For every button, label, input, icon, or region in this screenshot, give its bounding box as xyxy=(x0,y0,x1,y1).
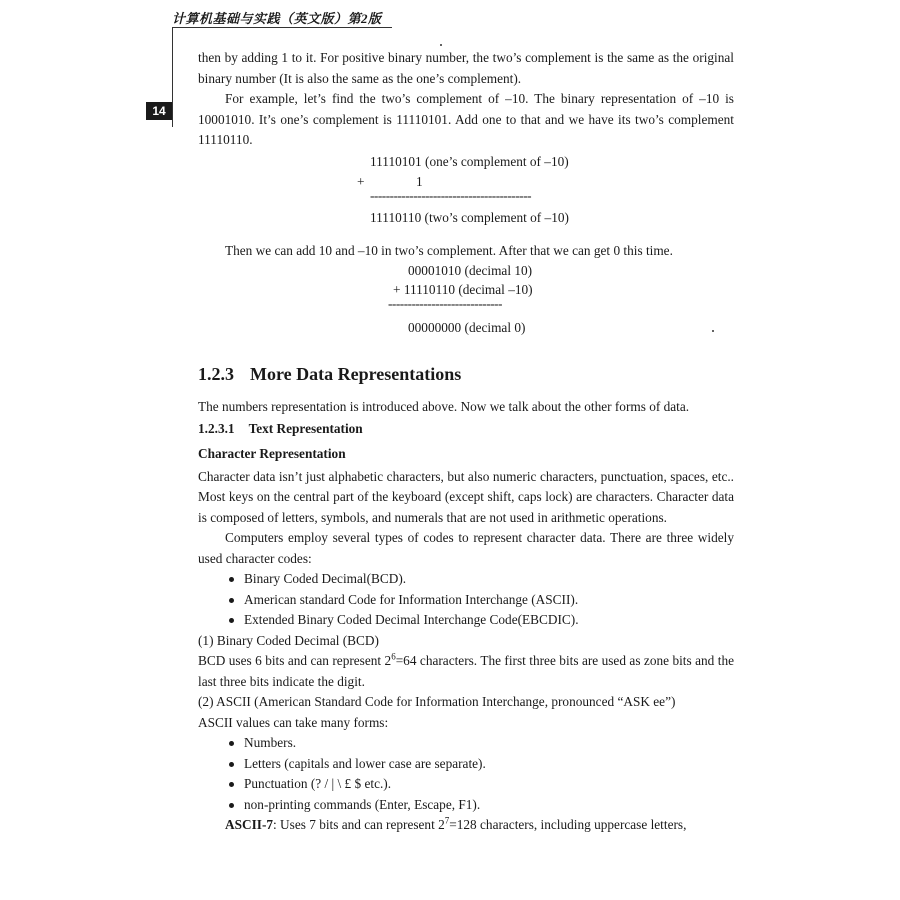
bcd-text-pre: BCD uses 6 bits and can represent 2 xyxy=(198,653,392,668)
bcd-heading: (1) Binary Coded Decimal (BCD) xyxy=(198,632,379,648)
section-heading xyxy=(198,363,734,385)
bcd-paragraph xyxy=(198,651,734,692)
section-number: 1.2.3 xyxy=(198,364,234,384)
ascii7-text-post: =128 characters, including uppercase letters, xyxy=(449,817,687,832)
complement-calculation xyxy=(198,152,734,236)
calc-line-ones: 11110101 (one’s complement of –10) xyxy=(370,153,569,169)
ascii7-label: ASCII-7 xyxy=(225,817,274,832)
calc-rule: ----------------------------------------- xyxy=(370,187,532,203)
list-item: Binary Coded Decimal(BCD). xyxy=(198,569,734,590)
calc-result: 11110110 (two’s complement of –10) xyxy=(370,209,569,225)
ascii-intro: ASCII values can take many forms: xyxy=(198,714,389,730)
subsection-number: 1.2.3.1 xyxy=(198,420,235,436)
character-paragraph-2: Computers employ several types of codes to represent character data. There are three widely used character codes: xyxy=(198,530,734,566)
ascii7-text-pre: : Uses 7 bits and can represent 2 xyxy=(273,817,445,832)
calc2-rule: ----------------------------- xyxy=(388,296,502,311)
subsection-heading xyxy=(198,418,734,439)
calc-one: 1 xyxy=(416,173,423,189)
section-intro: The numbers representation is introduced above. Now we talk about the other forms of data. xyxy=(198,399,690,414)
bcd-text-post: =64 characters. The first three bits are used as zone bits and the last three bits indicate the digit. xyxy=(198,653,734,689)
character-heading: Character Representation xyxy=(198,445,346,461)
list-item: Extended Binary Coded Decimal Interchange Code(EBCDIC). xyxy=(198,610,734,631)
ascii-heading: (2) ASCII (American Standard Code for Information Interchange, pronounced “ASK ee”) xyxy=(198,694,676,709)
list-item: Letters (capitals and lower case are separate). xyxy=(198,754,734,775)
page-number: 14 xyxy=(146,102,172,120)
ascii7-exponent: 7 xyxy=(444,815,450,826)
list-item: non-printing commands (Enter, Escape, F1). xyxy=(198,795,734,816)
list-item: Numbers. xyxy=(198,733,734,754)
header-rule xyxy=(172,27,392,28)
example-paragraph: For example, let’s find the two’s complement of –10. The binary representation of –10 is 10001010. It’s one’s complement is 11110101. Add one to that and we have its two’s complement 11110110. xyxy=(198,91,734,147)
side-rule xyxy=(172,27,173,127)
running-title: 计算机基础与实践（英文版）第2版 xyxy=(172,11,382,26)
bcd-exponent: 6 xyxy=(391,651,396,662)
calc2-line-minus10: + 11110110 (decimal –10) xyxy=(393,282,533,297)
character-paragraph-1: Character data isn’t just alphabetic characters, but also numeric characters, punctuation, spaces, etc.. Most keys on the central part of the keyboard (except shift, caps lock) are characters. Character data is composed of letters, symbols, and numerals that are not used in arithmetic operations. xyxy=(198,468,734,525)
addition-calculation xyxy=(198,261,734,343)
ascii7-paragraph xyxy=(198,815,734,836)
ascii-forms-list xyxy=(198,733,734,815)
calc2-result: 00000000 (decimal 0) xyxy=(408,320,526,335)
calc2-line-10: 00001010 (decimal 10) xyxy=(408,263,533,278)
page-body xyxy=(198,48,734,836)
subsection-title: Text Representation xyxy=(248,420,363,436)
section-title: More Data Representations xyxy=(250,364,462,384)
transition-paragraph: Then we can add 10 and –10 in two’s complement. After that we can get 0 this time. xyxy=(225,242,673,258)
calc-plus: + xyxy=(357,173,365,189)
code-list xyxy=(198,569,734,631)
list-item: American standard Code for Information Interchange (ASCII). xyxy=(198,590,734,611)
list-item: Punctuation (? / | \ £ $ etc.). xyxy=(198,774,734,795)
scan-speck xyxy=(440,44,442,46)
intro-paragraph: then by adding 1 to it. For positive binary number, the two’s complement is the same as the original binary number (It is also the same as the one’s complement). xyxy=(198,50,734,86)
